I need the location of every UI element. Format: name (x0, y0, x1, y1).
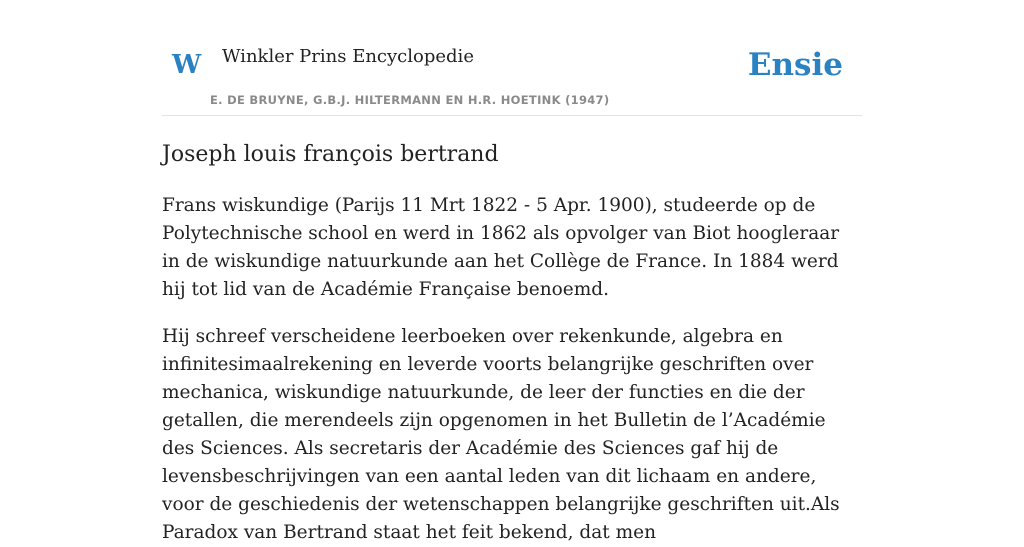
source-title-link[interactable]: Winkler Prins Encyclopedie (222, 46, 474, 67)
winkler-prins-logo[interactable]: W (172, 50, 202, 80)
source-authors: E. DE BRUYNE, G.B.J. HILTERMANN EN H.R. HOETINK (1947) (210, 93, 610, 107)
article-paragraph: Frans wiskundige (Parijs 11 Mrt 1822 - 5 Apr. 1900), studeerde op de Polytechnische school en werd in 1862 als opvolger van Biot hoogleraar in de wiskundige natuurkunde aan het Collège de France. In 1884 werd hij tot lid van de Académie Française benoemd. (162, 194, 840, 300)
article-title: Joseph louis françois bertrand (162, 142, 499, 167)
source-header (162, 0, 862, 116)
article-paragraph: Hij schreef verscheidene leerboeken over rekenkunde, algebra en infinitesimaalrekening en leverde voorts belangrijke geschriften over mechanica, wiskundige natuurkunde, de leer der functies en die der getallen, die merendeels zijn opgenomen in het Bulletin de l’Académie des Sciences. Als secretaris der Académie des Sciences gaf hij de levensbeschrijvingen van een aantal leden van dit lichaam en andere, voor de geschiedenis der wetenschappen belangrijke geschriften uit.Als Paradox van Bertrand staat het feit bekend, dat men (162, 325, 840, 543)
ensie-logo[interactable]: Ensie (747, 47, 843, 83)
page (162, 0, 862, 543)
